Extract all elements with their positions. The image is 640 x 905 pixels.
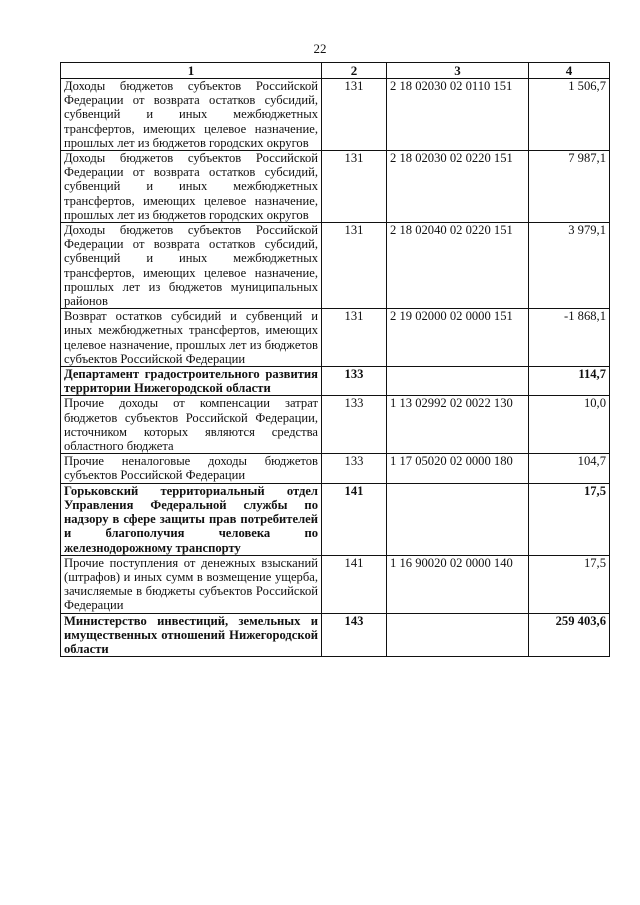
row-budget-code-cell: 1 16 90020 02 0000 140 [387,555,529,613]
row-admin-code-cell: 143 [322,613,387,657]
row-admin-code-cell: 133 [322,367,387,396]
row-name-cell: Возврат остатков субсидий и субвенций и иных межбюджетных трансфертов, имеющих целевое назначение, прошлых лет из бюджетов субъектов Российской Федерации [61,309,322,367]
row-name-cell: Департамент градостроительного развития территории Нижегородской области [61,367,322,396]
row-budget-code-cell: 1 17 05020 02 0000 180 [387,454,529,483]
row-name-cell: Горьковский территориальный отдел Управления Федеральной службы по надзору в сфере защиты прав потребителей и благополучия человека по железнодорожному транспорту [61,483,322,555]
row-budget-code-cell [387,367,529,396]
row-admin-code-cell: 141 [322,483,387,555]
table-header [61,63,610,79]
header-col-2: 2 [322,63,387,79]
row-amount-cell: 114,7 [529,367,610,396]
table-row [61,396,610,454]
header-col-1: 1 [61,63,322,79]
row-admin-code-cell: 131 [322,79,387,151]
row-budget-code-cell: 2 19 02000 02 0000 151 [387,309,529,367]
row-name-cell: Прочие неналоговые доходы бюджетов субъектов Российской Федерации [61,454,322,483]
table-row [61,79,610,151]
revenue-table [60,62,610,657]
row-amount-cell: 17,5 [529,483,610,555]
row-budget-code-cell [387,613,529,657]
header-row [61,63,610,79]
row-admin-code-cell: 131 [322,223,387,309]
row-amount-cell: 104,7 [529,454,610,483]
row-amount-cell: 10,0 [529,396,610,454]
row-admin-code-cell: 131 [322,151,387,223]
table-row [61,454,610,483]
row-amount-cell: 3 979,1 [529,223,610,309]
table-row [61,613,610,657]
page-number: 22 [313,41,327,56]
row-name-cell: Доходы бюджетов субъектов Российской Федерации от возврата остатков субсидий, субвенций и иных межбюджетных трансфертов, имеющих целевое назначение, прошлых лет из бюджетов городских округов [61,79,322,151]
row-amount-cell: 7 987,1 [529,151,610,223]
row-amount-cell: 259 403,6 [529,613,610,657]
row-admin-code-cell: 133 [322,396,387,454]
row-amount-cell: 1 506,7 [529,79,610,151]
row-amount-cell: 17,5 [529,555,610,613]
header-col-4: 4 [529,63,610,79]
table-row [61,483,610,555]
header-col-3: 3 [387,63,529,79]
table-row [61,555,610,613]
table-row [61,309,610,367]
row-name-cell: Прочие поступления от денежных взысканий (штрафов) и иных сумм в возмещение ущерба, зачисляемые в бюджеты субъектов Российской Федерации [61,555,322,613]
row-budget-code-cell: 2 18 02030 02 0220 151 [387,151,529,223]
row-budget-code-cell [387,483,529,555]
row-admin-code-cell: 131 [322,309,387,367]
table-body [61,79,610,657]
row-name-cell: Прочие доходы от компенсации затрат бюджетов субъектов Российской Федерации, источником которых являются средства областного бюджета [61,396,322,454]
table-row [61,151,610,223]
table-row [61,367,610,396]
row-budget-code-cell: 2 18 02040 02 0220 151 [387,223,529,309]
row-budget-code-cell: 2 18 02030 02 0110 151 [387,79,529,151]
row-name-cell: Министерство инвестиций, земельных и имущественных отношений Нижегородской области [61,613,322,657]
row-admin-code-cell: 141 [322,555,387,613]
table-row [61,223,610,309]
row-amount-cell: -1 868,1 [529,309,610,367]
row-name-cell: Доходы бюджетов субъектов Российской Федерации от возврата остатков субсидий, субвенций и иных межбюджетных трансфертов, имеющих целевое назначение, прошлых лет из бюджетов муниципальных районов [61,223,322,309]
row-admin-code-cell: 133 [322,454,387,483]
row-name-cell: Доходы бюджетов субъектов Российской Федерации от возврата остатков субсидий, субвенций и иных межбюджетных трансфертов, имеющих целевое назначение, прошлых лет из бюджетов городских округов [61,151,322,223]
row-budget-code-cell: 1 13 02992 02 0022 130 [387,396,529,454]
